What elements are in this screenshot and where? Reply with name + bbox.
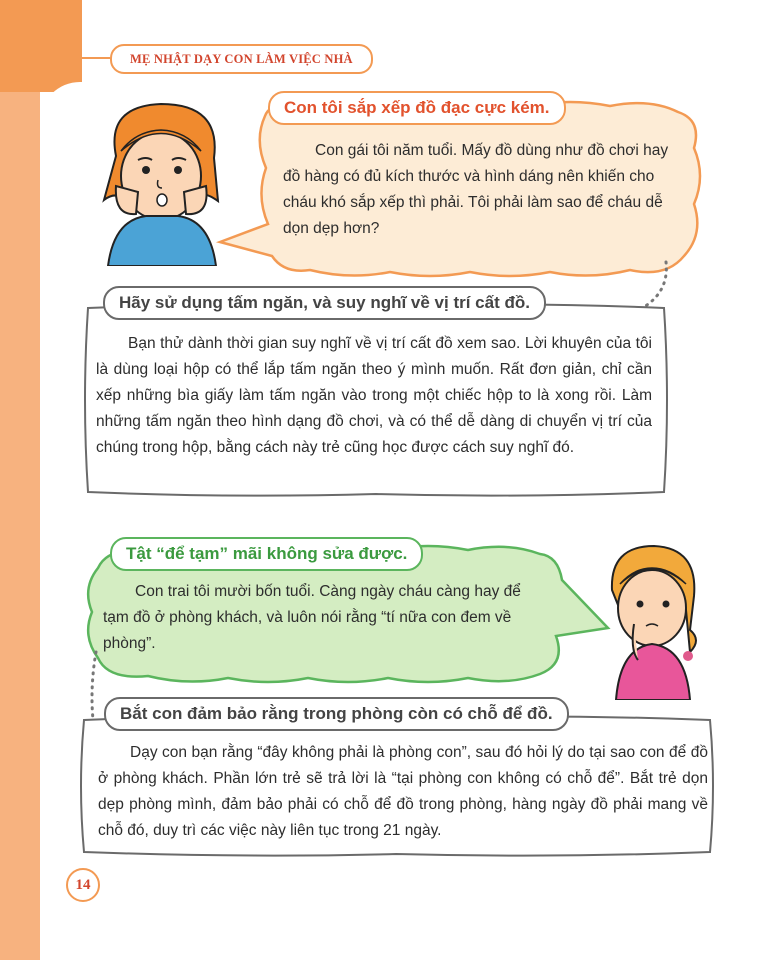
question-title-1: Con tôi sắp xếp đồ đạc cực kém.	[268, 91, 566, 125]
question-text-1: Con gái tôi năm tuổi. Mấy đồ dùng như đồ chơi hay đồ hàng có đủ kích thước và hình dáng nên khiến cho cháu khó sắp xếp thì phải. Tôi phải làm sao để cháu dễ dọn dẹp hơn?	[283, 142, 669, 237]
header-tag: MẸ NHẬT DẠY CON LÀM VIỆC NHÀ	[110, 44, 373, 74]
answer-title-2: Bắt con đảm bảo rằng trong phòng còn có chỗ để đồ.	[104, 697, 569, 731]
side-stripe	[0, 92, 40, 960]
answer-title-1: Hãy sử dụng tấm ngăn, và suy nghĩ về vị trí cất đồ.	[103, 286, 546, 320]
answer-text-2: Dạy con bạn rằng “đây không phải là phòng con”, sau đó hỏi lý do tại sao con để đồ ở phòng khách. Phần lớn trẻ sẽ trả lời là “tại phòng con không có chỗ để”. Bắt trẻ dọn dẹp phòng mình, đảm bảo phải có chỗ để đồ trong phòng, hàng ngày đồ phải mang về chỗ đó, duy trì các việc này liên tục trong 21 ngày.	[98, 744, 708, 839]
page-number: 14	[66, 868, 100, 902]
answer-text-1: Bạn thử dành thời gian suy nghĩ về vị trí cất đồ xem sao. Lời khuyên của tôi là dùng loại hộp có thể lắp tấm ngăn theo ý mình muốn. Rất đơn giản, chỉ cần xếp những bìa giấy làm tấm ngăn vào trong một chiếc hộp to là xong rồi. Làm những tấm ngăn theo hình dạng đồ chơi, và có thể dễ dàng di chuyển vị trí của chúng trong hộp, bằng cách này trẻ cũng học được cách suy nghĩ đó.	[96, 335, 652, 456]
question-title-2: Tật “để tạm” mãi không sửa được.	[110, 537, 423, 571]
girl-thinking-illustration	[590, 540, 710, 700]
corner-decoration	[0, 0, 82, 92]
header-rule	[82, 57, 110, 59]
question-text-2: Con trai tôi mười bốn tuổi. Càng ngày cháu càng hay để tạm đồ ở phòng khách, và luôn nói rằng “tí nữa con đem về phòng”.	[103, 583, 521, 652]
